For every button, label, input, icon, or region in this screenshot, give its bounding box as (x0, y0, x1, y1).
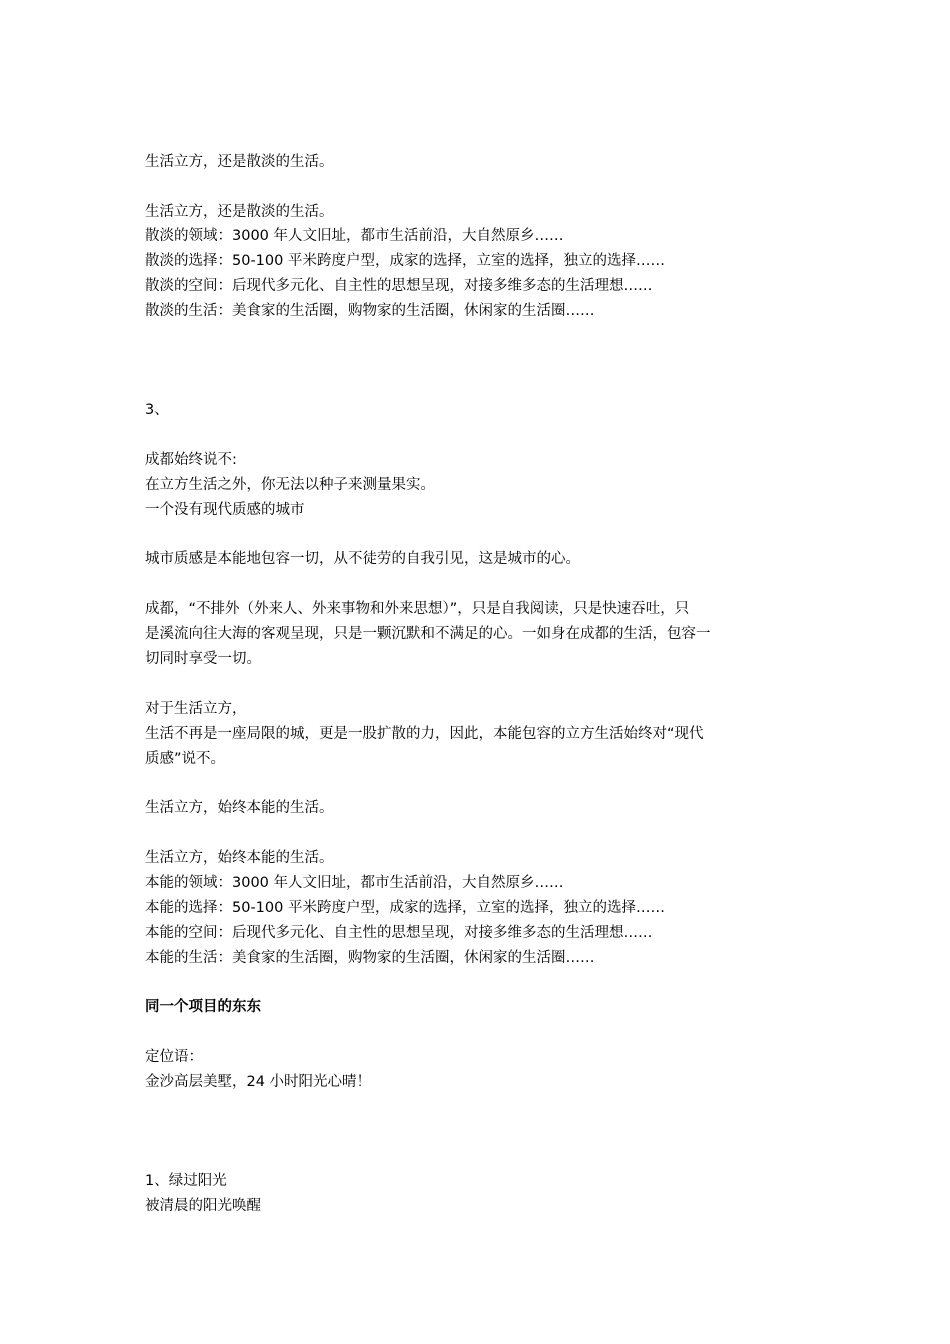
text-line: 城市质感是本能地包容一切，从不徒劳的自我引见，这是城市的心。 (145, 551, 580, 567)
text-line: 生活立方，还是散淡的生活。 (145, 154, 334, 170)
text-line: 本能的生活：美食家的生活圈，购物家的生活圈，休闲家的生活圈…… (145, 950, 595, 966)
text-line: 散淡的生活：美食家的生活圈，购物家的生活圈，休闲家的生活圈…… (145, 303, 595, 319)
text-line: 被清晨的阳光唤醒 (145, 1198, 261, 1214)
text-line: 散淡的空间：后现代多元化、自主性的思想呈现，对接多维多态的生活理想…… (145, 278, 653, 294)
text-line: 一个没有现代质感的城市 (145, 502, 305, 518)
text-line: 生活立方，始终本能的生活。 (145, 800, 334, 816)
text-line: 本能的选择：50-100 平米跨度户型，成家的选择，立室的选择，独立的选择…… (145, 900, 665, 916)
text-line: 定位语： (145, 1049, 203, 1065)
text-line: 质感”说不。 (145, 751, 226, 767)
text-line: 切同时享受一切。 (145, 651, 261, 667)
text-line: 成都，“不排外（外来人、外来事物和外来思想）”，只是自我阅读，只是快速吞吐，只 (145, 601, 690, 617)
text-line: 在立方生活之外，你无法以种子来测量果实。 (145, 477, 435, 493)
text-line: 散淡的领域：3000 年人文旧址，都市生活前沿，大自然原乡…… (145, 228, 564, 244)
text-line: 对于生活立方， (145, 701, 247, 717)
text-line: 金沙高层美墅，24 小时阳光心晴！ (145, 1074, 372, 1090)
section-heading: 同一个项目的东东 (145, 999, 261, 1015)
text-line: 本能的空间：后现代多元化、自主性的思想呈现，对接多维多态的生活理想…… (145, 925, 653, 941)
subsection-heading: 1、绿过阳光 (145, 1173, 227, 1189)
text-line: 本能的领域：3000 年人文旧址，都市生活前沿，大自然原乡…… (145, 875, 564, 891)
text-line: 散淡的选择：50-100 平米跨度户型，成家的选择，立室的选择，独立的选择…… (145, 253, 665, 269)
text-line: 成都始终说不: (145, 452, 237, 468)
text-line: 是溪流向往大海的客观呈现，只是一颗沉默和不满足的心。一如身在成都的生活，包容一 (145, 626, 711, 642)
text-line: 生活不再是一座局限的城，更是一股扩散的力，因此，本能包容的立方生活始终对“现代 (145, 726, 704, 742)
text-line: 生活立方，还是散淡的生活。 (145, 204, 334, 220)
section-number: 3、 (145, 402, 169, 418)
text-line: 生活立方，始终本能的生活。 (145, 850, 334, 866)
